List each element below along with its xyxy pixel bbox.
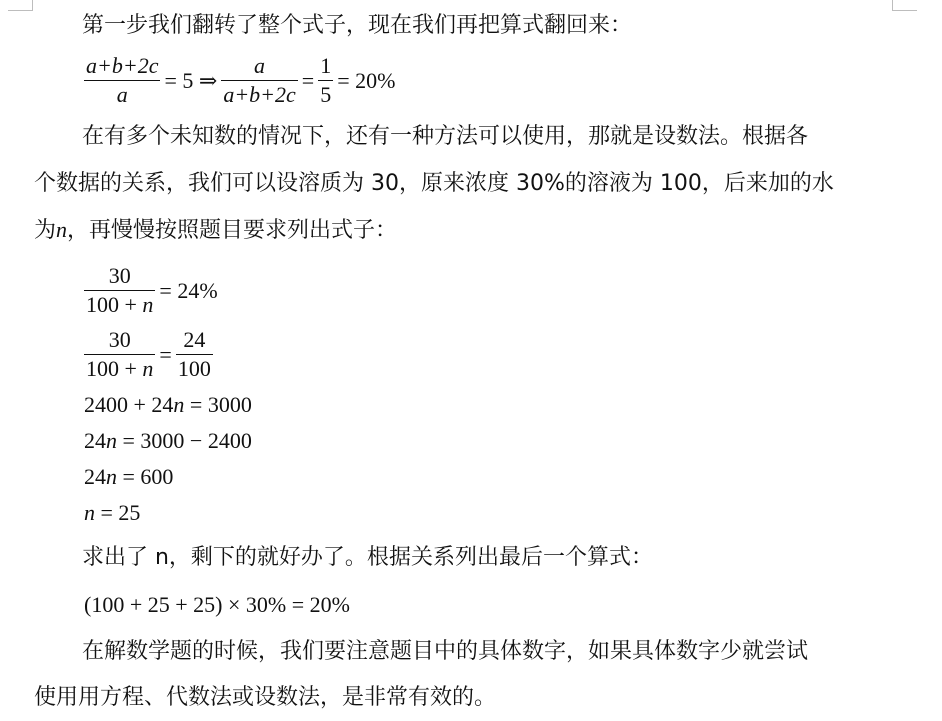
equation-concentration — [84, 262, 222, 319]
variable-n: n — [56, 217, 68, 242]
paragraph-solved: 求出了 n，剩下的就好办了。根据关系列出最后一个算式： — [82, 545, 653, 570]
fraction-30-over — [84, 262, 155, 319]
den-variable: n — [142, 356, 154, 381]
line3-prefix: 为 — [34, 218, 57, 243]
step1-left: 2400 + 24 — [84, 392, 174, 417]
step1-right: = 3000 — [184, 392, 252, 417]
equation-final: (100 + 25 + 25) × 30% = 20% — [84, 592, 350, 617]
denominator-100: 100 — [177, 356, 211, 381]
fraction-2 — [221, 52, 297, 109]
paragraph-method-line2: 个数据的关系，我们可以设溶质为 30，原来浓度 30%的溶液为 100，后来加的水 — [34, 171, 834, 196]
step3-left: 24 — [84, 464, 106, 489]
equation-flip — [84, 52, 399, 109]
paragraph-intro: 第一步我们翻转了整个式子，现在我们再把算式翻回来： — [82, 13, 633, 38]
equation-step-3 — [84, 464, 173, 490]
paragraph-conclusion-line1: 在解数学题的时候，我们要注意题目中的具体数字，如果具体数字少就尝试 — [82, 639, 809, 664]
equals-implies: = 5 ⇒ — [164, 67, 218, 93]
fraction-3-numerator: 1 — [318, 52, 333, 81]
equals-sign: = — [159, 341, 172, 367]
fraction-left — [84, 326, 155, 383]
equation-ratio — [84, 326, 213, 383]
numerator-30: 30 — [84, 262, 155, 291]
equals-sign: = — [301, 67, 315, 93]
page-corner-mark-left — [8, 0, 33, 11]
numerator-30: 30 — [84, 326, 155, 355]
fraction-1-denominator: a — [116, 82, 128, 107]
step3-variable: n — [106, 464, 117, 489]
paragraph-method-line1: 在有多个未知数的情况下，还有一种方法可以使用，那就是设数法。根据各 — [82, 124, 809, 149]
paragraph-method-line3 — [34, 215, 397, 246]
fraction-3-denominator: 5 — [320, 82, 332, 107]
step3-right: = 600 — [117, 464, 174, 489]
fraction-right — [176, 326, 213, 383]
fraction-1-numerator: a+b+2c — [84, 52, 160, 81]
denominator-100-plus-n — [84, 291, 155, 319]
step2-variable: n — [106, 428, 117, 453]
fraction-2-numerator: a — [221, 52, 297, 81]
fraction-1 — [84, 52, 160, 109]
fraction-3 — [318, 52, 333, 109]
fraction-2-denominator: a+b+2c — [223, 82, 296, 107]
step4-right: = 25 — [95, 500, 141, 525]
den-constant: 100 + — [86, 292, 143, 317]
equation-step-1 — [84, 392, 252, 418]
step4-variable: n — [84, 500, 95, 525]
paragraph-conclusion-line2: 使用用方程、代数法或设数法，是非常有效的。 — [34, 685, 497, 710]
equation-step-2 — [84, 428, 252, 454]
step2-left: 24 — [84, 428, 106, 453]
denominator-100-plus-n — [84, 355, 155, 383]
step1-variable: n — [173, 392, 185, 417]
step2-right: = 3000 − 2400 — [117, 428, 252, 453]
line3-suffix: ，再慢慢按照题目要求列出式子： — [67, 218, 398, 243]
page-corner-mark-right — [892, 0, 917, 11]
den-constant: 100 + — [86, 356, 143, 381]
numerator-24: 24 — [176, 326, 213, 355]
equation-rhs: = 24% — [159, 277, 218, 303]
equation-result: = 20% — [337, 67, 396, 93]
equation-step-4 — [84, 500, 140, 526]
den-variable: n — [142, 292, 154, 317]
